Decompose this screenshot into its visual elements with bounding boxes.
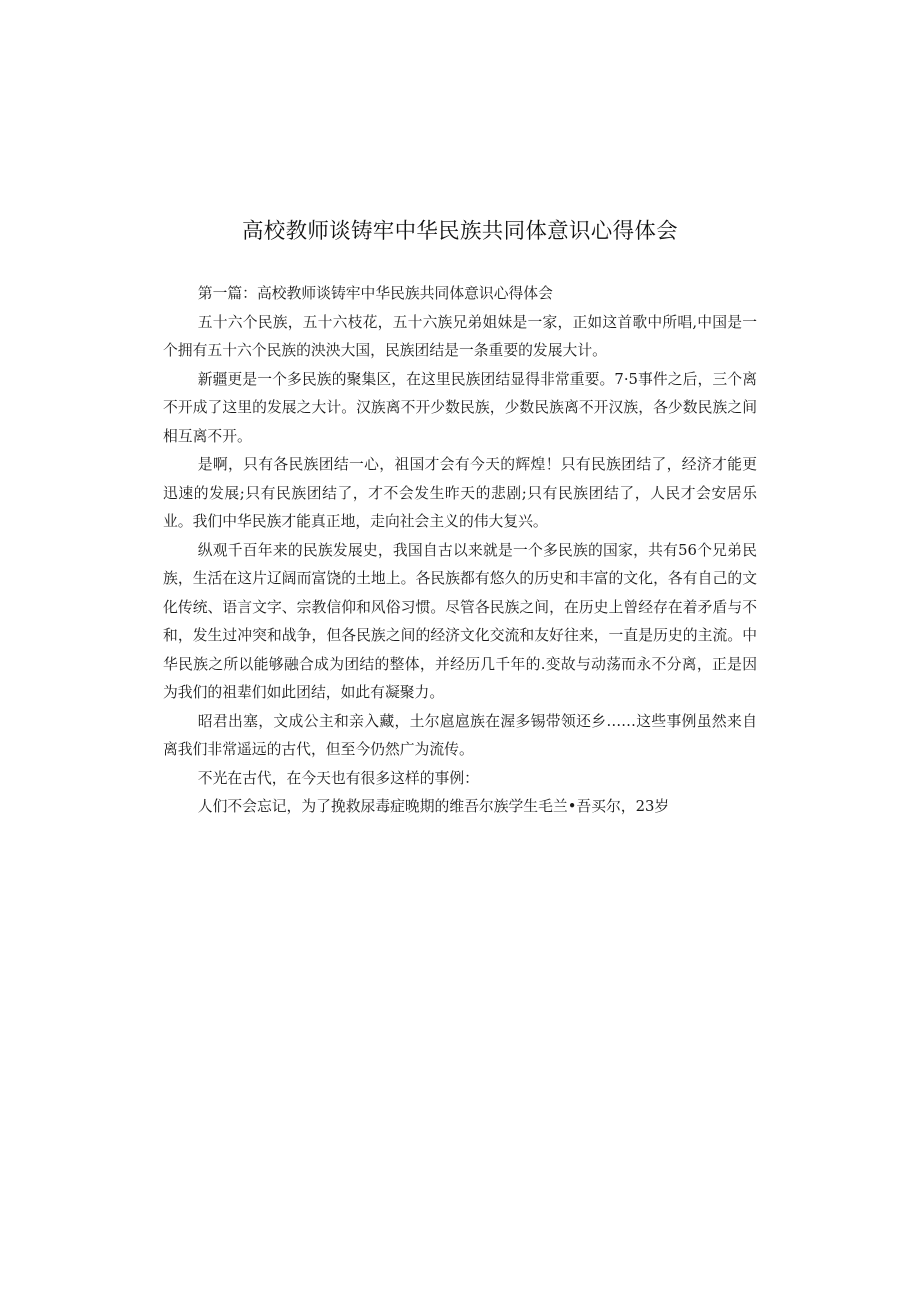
paragraph: 不光在古代，在今天也有很多这样的事例： [197, 769, 479, 787]
paragraph: 纵观千百年来的民族发展史，我国自古以来就是一个多民族的国家，共有56个兄弟民族，生活在这片辽阔而富饶的土地上。各民族都有悠久的历史和丰富的文化，各有自己的文化传统、语言文字、宗教信仰和风俗习惯。尽管各民族之间，在历史上曾经存在着矛盾与不和，发生过冲突和战争，但各民族之间的经济文化交流和友好往来，一直是历史的主流。中华民族之所以能够融合成为团结的整体，并经历几千年的.变故与动荡而永不分离，正是因为我们的祖辈们如此团结，如此有凝聚力。 [163, 541, 757, 701]
paragraph-heading: 第一篇：高校教师谈铸牢中华民族共同体意识心得体会 [197, 285, 553, 302]
paragraph: 五十六个民族，五十六枝花，五十六族兄弟姐妹是一家，正如这首歌中所唱,中国是一个拥有五十六个民族的泱泱大国，民族团结是一条重要的发展大计。 [163, 313, 757, 359]
paragraph: 是啊，只有各民族团结一心，祖国才会有今天的辉煌！只有民族团结了，经济才能更迅速的发展;只有民族团结了，才不会发生昨天的悲剧;只有民族团结了，人民才会安居乐业。我们中华民族才能真正地，走向社会主义的伟大复兴。 [163, 456, 757, 530]
paragraph: 新疆更是一个多民族的聚集区，在这里民族团结显得非常重要。7·5事件之后，三个离不开成了这里的发展之大计。汉族离不开少数民族，少数民族离不开汉族，各少数民族之间相互离不开。 [163, 370, 757, 445]
document-body [163, 280, 757, 822]
paragraph: 人们不会忘记，为了挽救尿毒症晚期的维吾尔族学生毛兰•吾买尔，23岁 [197, 798, 670, 815]
paragraph: 昭君出塞，文成公主和亲入藏，土尔扈扈族在渥多锡带领还乡……这些事例虽然来自离我们非常遥远的古代，但至今仍然广为流传。 [163, 712, 757, 758]
document-title: 高校教师谈铸牢中华民族共同体意识心得体会 [241, 219, 678, 244]
